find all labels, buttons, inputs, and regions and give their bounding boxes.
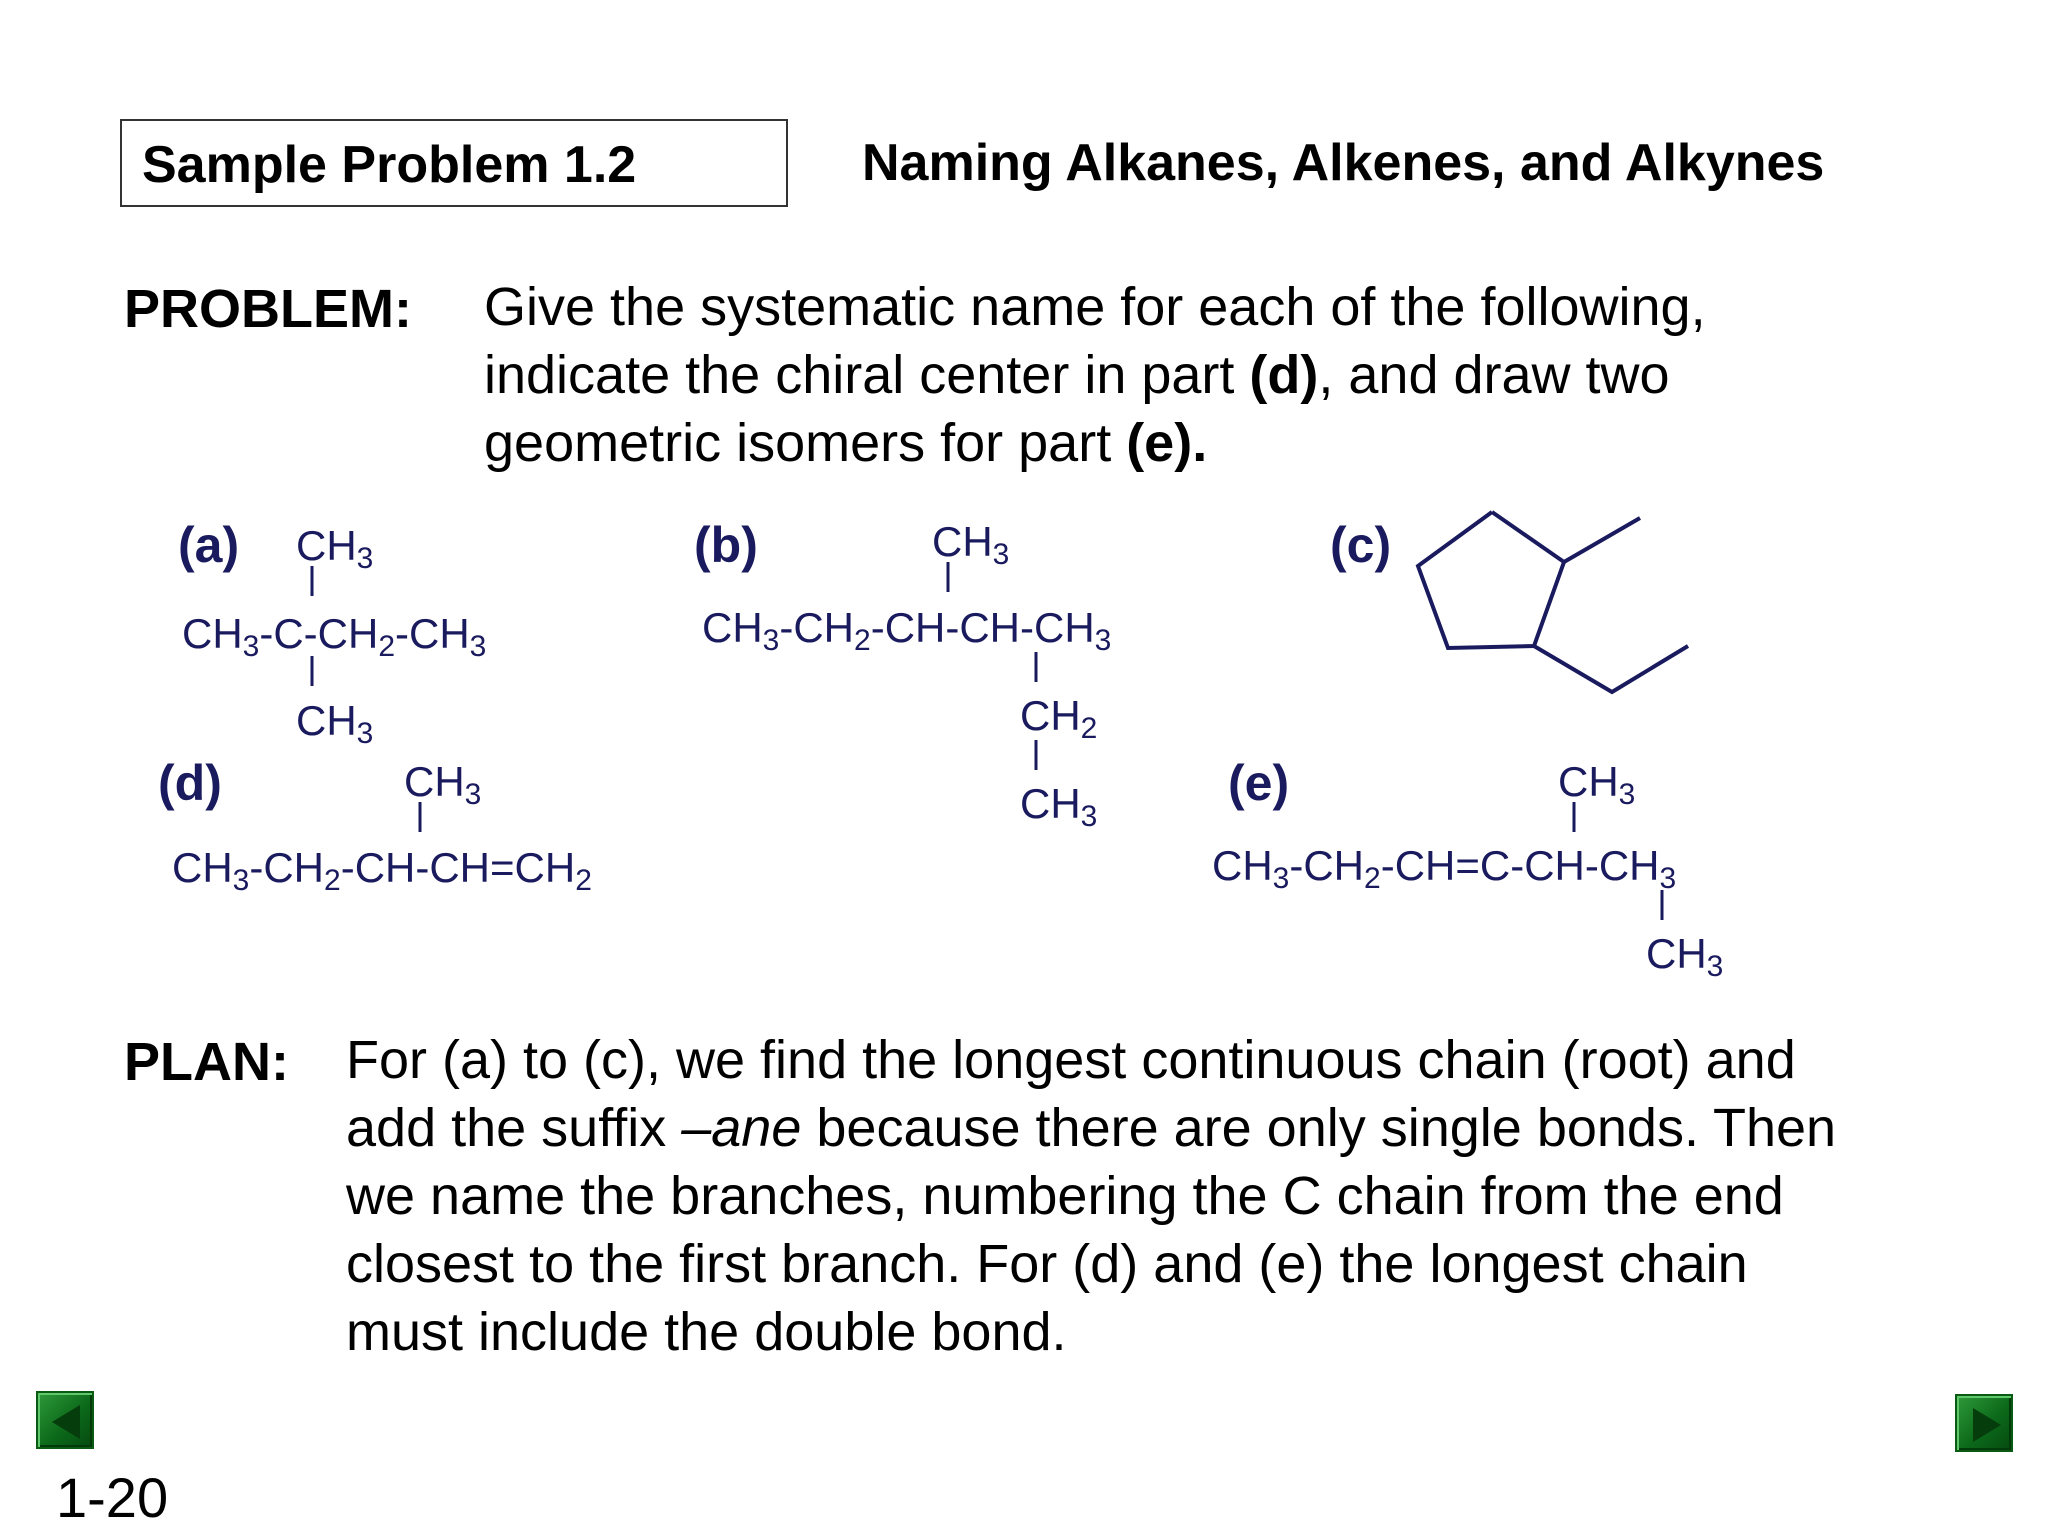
label-d: (d): [158, 755, 222, 811]
next-slide-button[interactable]: [1955, 1394, 2013, 1452]
plan-line-2: add the suffix –ane because there are only single bonds. Then: [346, 1098, 1837, 1158]
structure-b-top: CH3: [932, 518, 1010, 571]
structure-a-bottom: CH3: [296, 697, 374, 750]
plan-line-5: must include the double bond.: [346, 1302, 1067, 1362]
structure-a-top: CH3: [296, 522, 374, 575]
problem-line-1: Give the systematic name for each of the following,: [484, 277, 1706, 337]
problem-line-2: indicate the chiral center in part (d), and draw two: [484, 345, 1670, 405]
previous-slide-button[interactable]: [36, 1391, 94, 1449]
label-e: (e): [1228, 755, 1290, 811]
label-a: (a): [178, 517, 240, 573]
arrow-right-icon: [1957, 1396, 2015, 1454]
plan-line-1: For (a) to (c), we find the longest continuous chain (root) and: [346, 1030, 1796, 1090]
slide-heading: Naming Alkanes, Alkenes, and Alkynes: [862, 134, 1825, 192]
problem-line-3: geometric isomers for part (e).: [484, 413, 1208, 473]
structure-e-chain: CH3-CH2-CH=C-CH-CH3: [1212, 842, 1677, 895]
slide-number: 1-20: [56, 1466, 169, 1529]
label-c: (c): [1330, 517, 1392, 573]
structure-b-chain: CH3-CH2-CH-CH-CH3: [702, 604, 1112, 657]
structure-b-branch-2: CH3: [1020, 780, 1098, 833]
problem-label: PROBLEM:: [124, 279, 412, 339]
plan-label: PLAN:: [124, 1032, 289, 1092]
label-b: (b): [694, 517, 758, 573]
plan-line-3: we name the branches, numbering the C chain from the end: [346, 1166, 1784, 1226]
structure-e-top: CH3: [1558, 758, 1636, 811]
structure-e-bottom: CH3: [1646, 930, 1724, 983]
arrow-left-icon: [38, 1393, 96, 1451]
plan-text: [346, 1026, 1986, 1366]
structure-c-ring: [1418, 512, 1688, 692]
structure-d-top: CH3: [404, 758, 482, 811]
structure-b-branch-1: CH2: [1020, 692, 1098, 745]
plan-line-4: closest to the first branch. For (d) and (e) the longest chain: [346, 1234, 1748, 1294]
structure-a-chain: CH3-C-CH2-CH3: [182, 610, 487, 663]
structure-d-chain: CH3-CH2-CH-CH=CH2: [172, 844, 592, 897]
sample-problem-title: Sample Problem 1.2: [142, 136, 637, 194]
